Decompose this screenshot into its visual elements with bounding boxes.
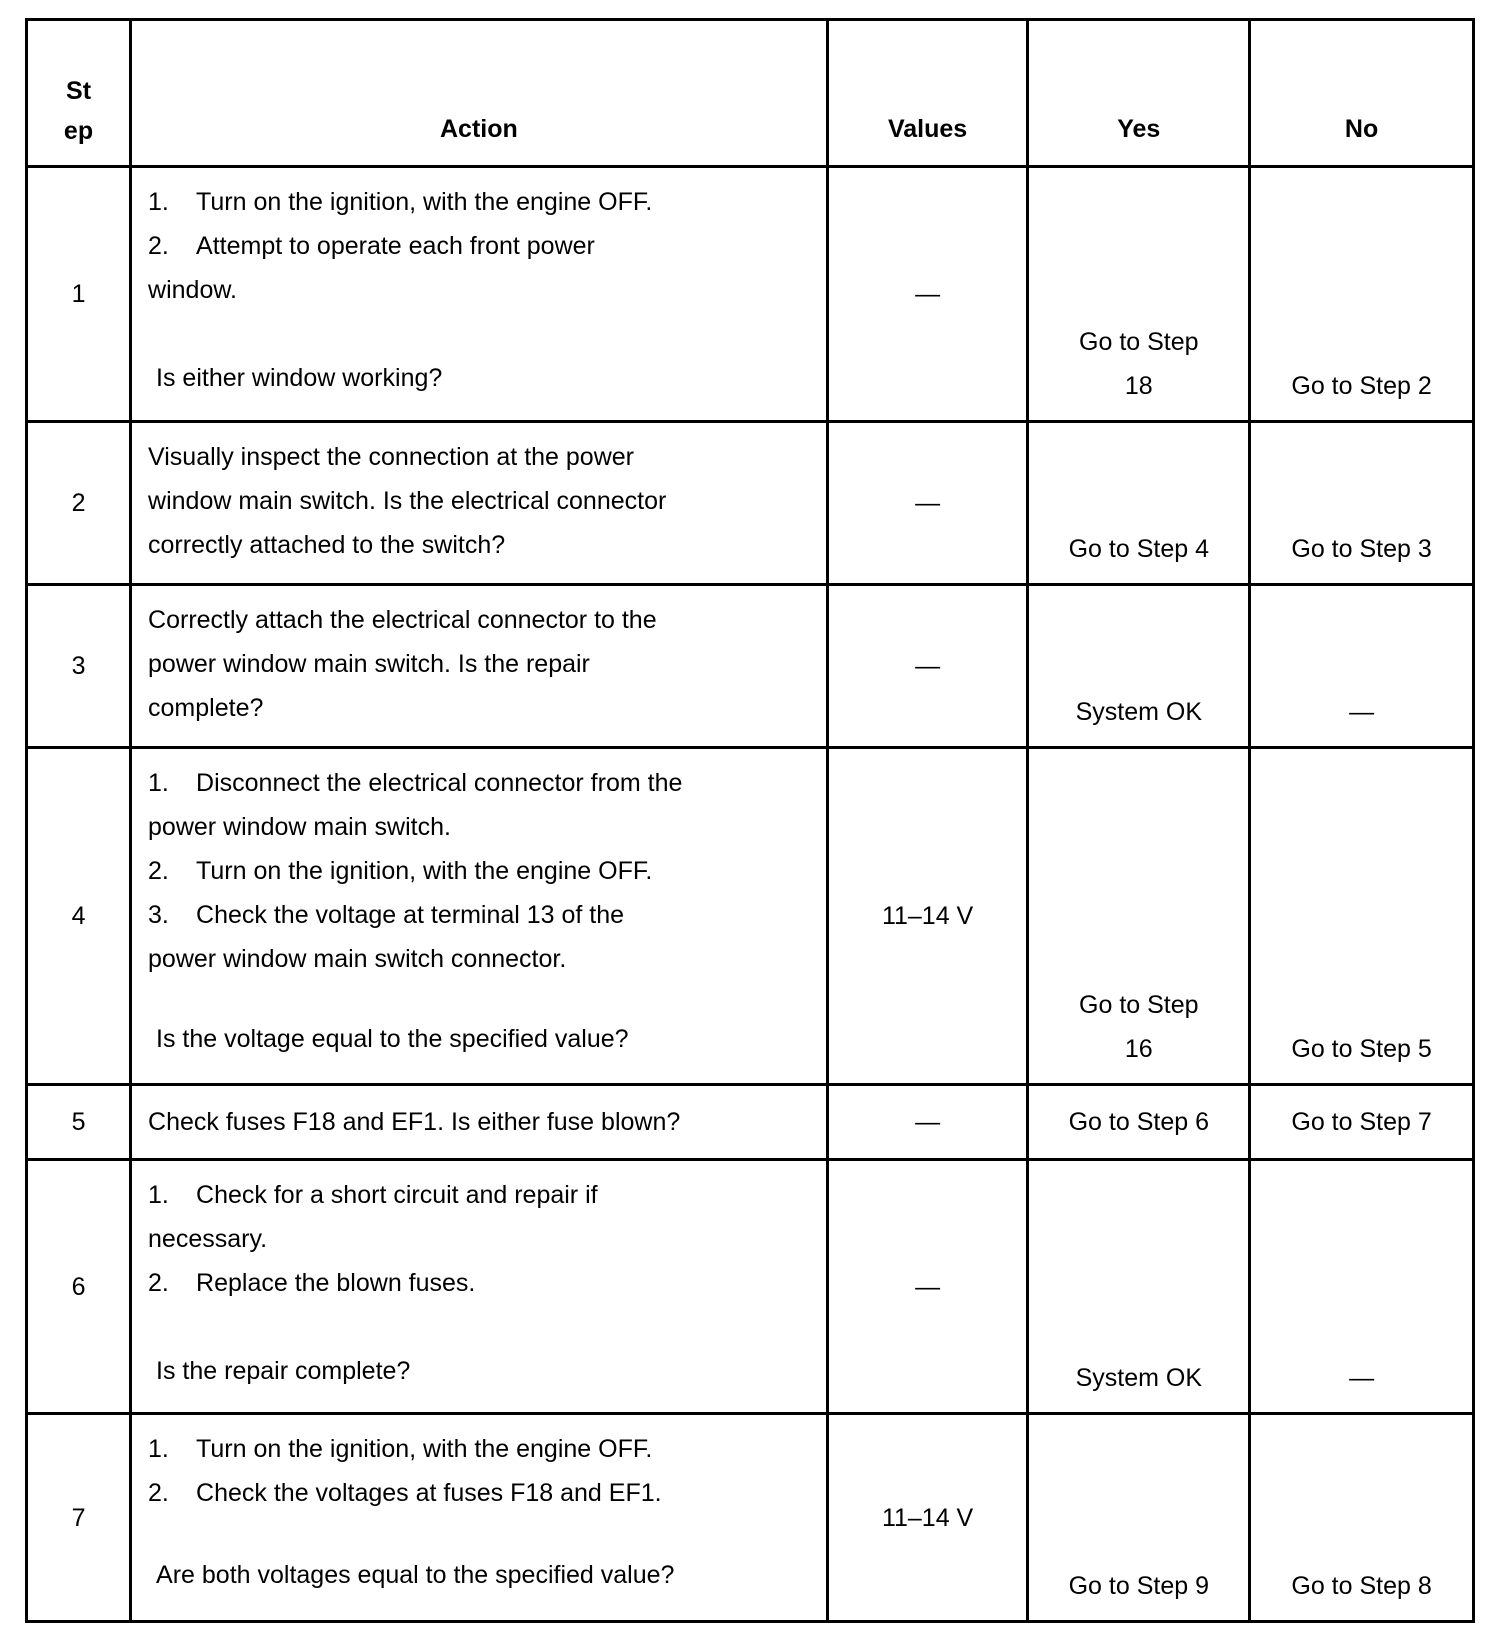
- action-question: Is either window working?: [156, 364, 443, 393]
- table-row: [27, 167, 1474, 421]
- yes-cell: System OK: [1028, 584, 1250, 747]
- yes-cell: Go to Step 4: [1028, 421, 1250, 584]
- action-cell: 1. Turn on the ignition, with the engine OFF. 2. Attempt to operate each front power window. Is either window working?: [131, 167, 828, 421]
- table-row: [27, 1414, 1474, 1622]
- step-number: 3: [27, 584, 131, 747]
- header-step: St ep: [27, 20, 131, 167]
- no-cell: Go to Step 7: [1250, 1085, 1474, 1160]
- header-yes: Yes: [1028, 20, 1250, 167]
- action-cell: Check fuses F18 and EF1. Is either fuse blown?: [131, 1085, 828, 1160]
- table-row: [27, 1159, 1474, 1413]
- value-cell: —: [827, 167, 1028, 421]
- no-cell: —: [1250, 584, 1474, 747]
- value-cell: —: [827, 1085, 1028, 1160]
- header-no: No: [1250, 20, 1474, 167]
- action-cell: 1. Check for a short circuit and repair if necessary. 2. Replace the blown fuses. Is the repair complete?: [131, 1159, 828, 1413]
- table-row: [27, 421, 1474, 584]
- step-number: 7: [27, 1414, 131, 1622]
- action-cell: Visually inspect the connection at the power window main switch. Is the electrical connector correctly attached to the switch?: [131, 421, 828, 584]
- step-number: 4: [27, 747, 131, 1084]
- value-cell: —: [827, 421, 1028, 584]
- action-cell: 1. Turn on the ignition, with the engine OFF. 2. Check the voltages at fuses F18 and EF1. Are both voltages equal to the specified value?: [131, 1414, 828, 1622]
- header-action: Action: [131, 20, 828, 167]
- yes-cell: Go to Step 18: [1028, 167, 1250, 421]
- no-cell: Go to Step 8: [1250, 1414, 1474, 1622]
- action-question: Are both voltages equal to the specified value?: [156, 1561, 675, 1590]
- yes-cell: Go to Step 6: [1028, 1085, 1250, 1160]
- action-question: Is the repair complete?: [156, 1356, 411, 1385]
- step-number: 2: [27, 421, 131, 584]
- action-cell: Correctly attach the electrical connector to the power window main switch. Is the repair complete?: [131, 584, 828, 747]
- step-number: 5: [27, 1085, 131, 1160]
- value-cell: 11–14 V: [827, 1414, 1028, 1622]
- table-row: [27, 747, 1474, 1084]
- value-cell: —: [827, 584, 1028, 747]
- no-cell: —: [1250, 1159, 1474, 1413]
- value-cell: —: [827, 1159, 1028, 1413]
- no-cell: Go to Step 3: [1250, 421, 1474, 584]
- header-values: Values: [827, 20, 1028, 167]
- step-number: 1: [27, 167, 131, 421]
- yes-cell: System OK: [1028, 1159, 1250, 1413]
- action-question: Is the voltage equal to the specified value?: [156, 1024, 629, 1053]
- yes-cell: Go to Step 16: [1028, 747, 1250, 1084]
- no-cell: Go to Step 5: [1250, 747, 1474, 1084]
- table-row: [27, 584, 1474, 747]
- diagnostic-table: [25, 18, 1475, 1623]
- yes-cell: Go to Step 9: [1028, 1414, 1250, 1622]
- table-row: [27, 1085, 1474, 1160]
- step-number: 6: [27, 1159, 131, 1413]
- action-cell: 1. Disconnect the electrical connector from the power window main switch. 2. Turn on the ignition, with the engine OFF. 3. Check the voltage at terminal 13 of the power window main switch connector. Is the voltage equal to the specified value?: [131, 747, 828, 1084]
- header-row: [27, 20, 1474, 167]
- value-cell: 11–14 V: [827, 747, 1028, 1084]
- no-cell: Go to Step 2: [1250, 167, 1474, 421]
